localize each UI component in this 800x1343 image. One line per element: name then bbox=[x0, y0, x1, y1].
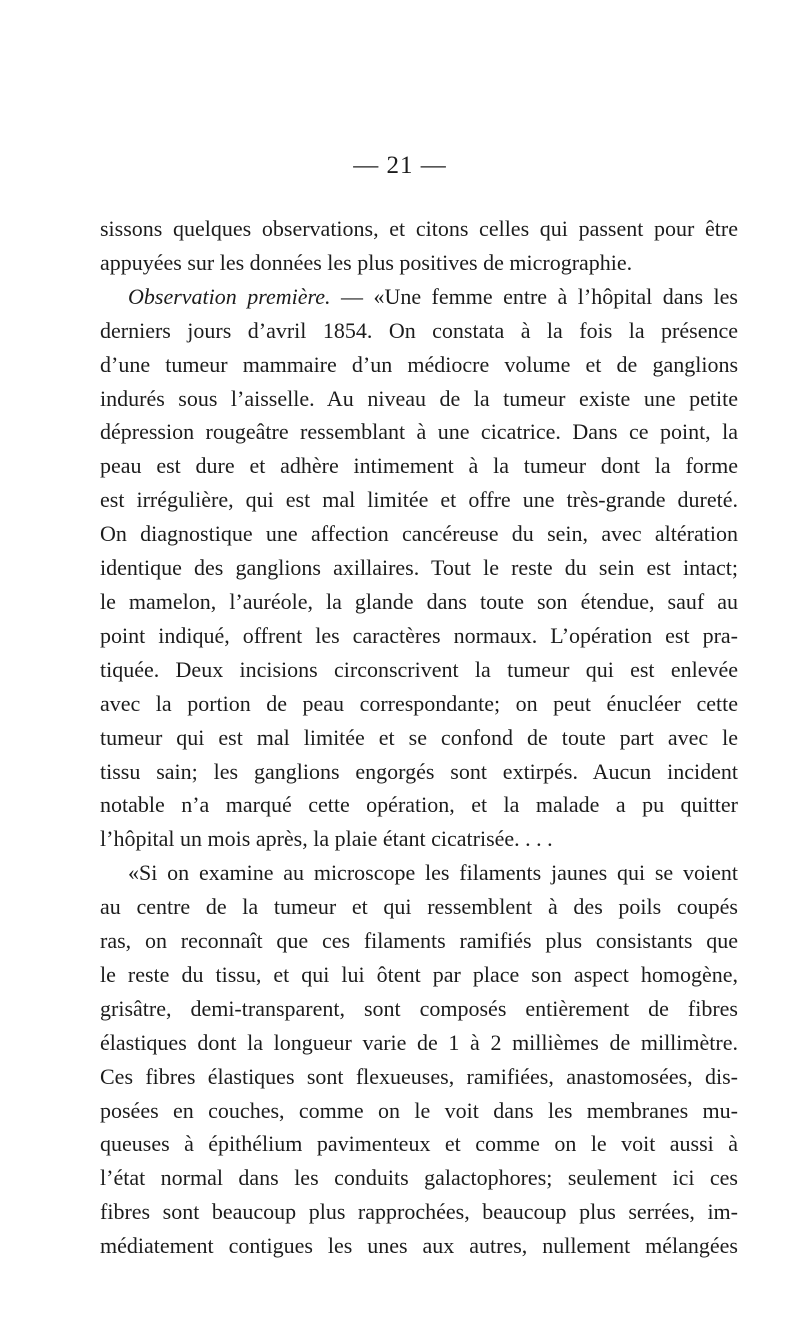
text-line: l’état normal dans les conduits galactophores; seulement ici ces bbox=[100, 1165, 738, 1191]
text-line: avec la portion de peau correspondante; on peut énucléer cette bbox=[100, 690, 738, 716]
text-line: peau est dure et adhère intimement à la tumeur dont la forme bbox=[100, 453, 738, 479]
text-line: grisâtre, demi-transparent, sont composés entièrement de fibres bbox=[100, 995, 738, 1021]
text-line: point indiqué, offrent les caractères normaux. L’opération est pra- bbox=[100, 622, 738, 648]
paragraph-observation bbox=[100, 280, 738, 856]
page-number: — 21 — bbox=[353, 152, 447, 179]
text-line: sissons quelques observations, et citons celles qui passent pour être bbox=[100, 216, 738, 241]
body-text bbox=[100, 212, 738, 1263]
observation-heading: Observation première. bbox=[128, 283, 331, 309]
text-line: médiatement contigues les unes aux autres, nullement mélangées bbox=[100, 1233, 738, 1259]
text-line: ras, on reconnaît que ces filaments ramifiés plus consistants que bbox=[100, 928, 738, 954]
text-line: derniers jours d’avril 1854. On constata à la fois la présence bbox=[100, 317, 738, 343]
text-line: élastiques dont la longueur varie de 1 à 2 millièmes de millimètre. bbox=[100, 1029, 738, 1055]
text-line: au centre de la tumeur et qui ressemblent à des poils coupés bbox=[100, 894, 738, 920]
text-line: le reste du tissu, et qui lui ôtent par place son aspect homogène, bbox=[100, 961, 738, 987]
paragraph-continuation bbox=[100, 212, 738, 280]
text-line: tumeur qui est mal limitée et se confond de toute part avec le bbox=[100, 724, 738, 750]
text-line: queuses à épithélium pavimenteux et comme on le voit aussi à bbox=[100, 1131, 738, 1157]
text-line: le mamelon, l’auréole, la glande dans toute son étendue, sauf au bbox=[100, 588, 738, 614]
text-line: l’hôpital un mois après, la plaie étant cicatrisée. . . . bbox=[100, 826, 553, 852]
text-line: dépression rougeâtre ressemblant à une cicatrice. Dans ce point, la bbox=[100, 419, 738, 445]
text-line: indurés sous l’aisselle. Au niveau de la tumeur existe une petite bbox=[100, 385, 738, 411]
text-line: Ces fibres élastiques sont flexueuses, ramifiées, anastomosées, dis- bbox=[100, 1063, 738, 1089]
text-line: notable n’a marqué cette opération, et la malade a pu quitter bbox=[100, 792, 738, 818]
text-line-with-heading bbox=[100, 280, 738, 314]
paragraph-microscope bbox=[100, 856, 738, 1263]
text-line: fibres sont beaucoup plus rapprochées, beaucoup plus serrées, im- bbox=[100, 1199, 738, 1225]
text-line: On diagnostique une affection cancéreuse du sein, avec altération bbox=[100, 521, 738, 547]
text-line: «Si on examine au microscope les filaments jaunes qui se voient bbox=[128, 860, 738, 886]
text-line: d’une tumeur mammaire d’un médiocre volume et de ganglions bbox=[100, 351, 738, 377]
text-line: est irrégulière, qui est mal limitée et offre une très-grande dureté. bbox=[100, 487, 738, 513]
text-line: posées en couches, comme on le voit dans les membranes mu- bbox=[100, 1097, 738, 1123]
text-line-rest: — «Une femme entre à l’hôpital dans les bbox=[330, 283, 738, 309]
text-line: tiquée. Deux incisions circonscrivent la tumeur qui est enlevée bbox=[100, 656, 738, 682]
text-line: identique des ganglions axillaires. Tout le reste du sein est intact; bbox=[100, 555, 738, 581]
text-line: tissu sain; les ganglions engorgés sont extirpés. Aucun incident bbox=[100, 758, 738, 784]
text-line: appuyées sur les données les plus positives de micrographie. bbox=[100, 249, 633, 275]
